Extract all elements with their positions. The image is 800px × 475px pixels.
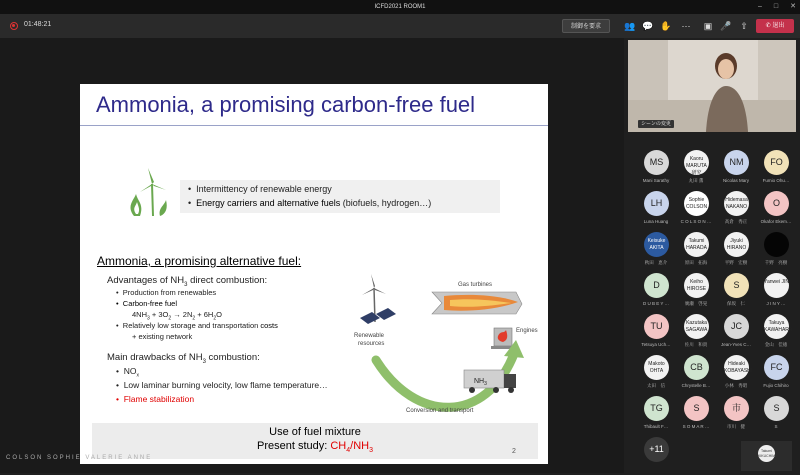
advantage-production: • Production from renewables xyxy=(116,288,217,297)
participant-name: S xyxy=(774,424,778,429)
participant-name: 市川 健 xyxy=(727,424,745,429)
leave-button[interactable]: ✆ 退出 xyxy=(756,19,794,33)
participant-name: Chrystelle B… xyxy=(681,383,711,388)
engine-icon xyxy=(491,328,515,349)
advantage-carbon-free: • Carbon-free fuel xyxy=(116,299,177,308)
participant-avatar: Makoto OHTA xyxy=(644,355,669,380)
participant-tile[interactable] xyxy=(636,148,676,188)
participant-tile[interactable] xyxy=(636,435,676,475)
participant-name: 原田 拓海 xyxy=(684,260,708,265)
participant-avatar: 市 xyxy=(724,396,749,421)
participant-tile[interactable] xyxy=(756,353,796,393)
participant-tile[interactable] xyxy=(716,394,756,434)
advantage-network: + existing network xyxy=(132,332,193,341)
participant-avatar: O xyxy=(764,191,789,216)
participant-tile[interactable] xyxy=(756,189,796,229)
participant-avatar: S xyxy=(684,396,709,421)
participant-name: Fumio Ohu… xyxy=(762,178,790,183)
participant-tile[interactable] xyxy=(676,394,716,434)
more-icon[interactable]: ⋯ xyxy=(681,21,691,31)
participant-name: D U B E Y … xyxy=(642,301,670,306)
participant-name: Luna Huang xyxy=(643,219,669,224)
participant-name: 佐川 和貴 xyxy=(684,342,708,347)
request-control-button[interactable]: 制御を要求 xyxy=(562,19,610,33)
participant-name: 秋田 恵介 xyxy=(644,260,668,265)
window-title: ICFD2021 ROOM1 xyxy=(374,4,426,10)
participant-tile[interactable] xyxy=(756,394,796,434)
participant-name: Thibault F… xyxy=(643,424,669,429)
participant-name: 平野 宏樹 xyxy=(724,260,748,265)
participant-tile[interactable] xyxy=(716,353,756,393)
participant-avatar: Keisuke AKITA xyxy=(644,232,669,257)
camera-icon[interactable]: ▣ xyxy=(703,21,713,31)
slide-page-number: 2 xyxy=(512,448,516,455)
present-study-line: Present study: $CH_4/NH_3$ xyxy=(256,440,374,455)
participant-tile[interactable] xyxy=(636,271,676,311)
participant-name: 太田 信 xyxy=(647,383,665,388)
participant-tile[interactable] xyxy=(716,230,756,270)
leave-label: 退出 xyxy=(772,23,785,29)
mic-icon[interactable]: 🎤 xyxy=(720,21,732,31)
chat-icon[interactable]: 💬 xyxy=(642,21,654,31)
renewable-label: Renewable xyxy=(354,333,385,339)
participant-tile[interactable] xyxy=(756,230,796,270)
people-icon[interactable]: 👥 xyxy=(624,21,636,31)
nh3-label: $NH_3$ xyxy=(474,378,487,387)
gas-turbines-label: Gas turbines xyxy=(458,282,493,288)
participant-name: Tetsuya Uch… xyxy=(641,342,671,347)
participant-avatar: S xyxy=(724,273,749,298)
participant-avatar: +11 xyxy=(644,437,669,462)
reaction-icon[interactable]: ✋ xyxy=(660,21,672,31)
resources-label: resources xyxy=(358,341,385,347)
participant-name: S O M A R … xyxy=(682,424,710,429)
participant-avatar: Kaoru MARUTA 研究 xyxy=(684,150,709,175)
participant-name: 保坂 仁 xyxy=(727,301,745,306)
participant-name: C O L S O N … xyxy=(680,219,712,224)
participant-avatar: Yanwei JIN xyxy=(764,273,789,298)
participant-avatar: FC xyxy=(764,355,789,380)
engines-label: Engines xyxy=(516,328,538,334)
participant-tile[interactable] xyxy=(636,189,676,229)
transport-label: Conversion and transport xyxy=(406,408,474,414)
participant-name: 金山 佳徳 xyxy=(764,342,788,347)
participant-tile[interactable] xyxy=(716,312,756,352)
drawback-nox: • $NO_x$ xyxy=(116,366,139,379)
participant-name: Nicolas Mary xyxy=(722,178,749,183)
participant-name: Okafor Ekem… xyxy=(760,219,792,224)
change-scene-badge[interactable]: シーンの変更 xyxy=(638,120,674,128)
title-divider xyxy=(80,125,548,126)
participant-name: J I N Y … xyxy=(766,301,786,306)
fuel-mixture-line: Use of fuel mixture xyxy=(269,426,361,438)
participant-avatar: Hideaki KOBAYASHI xyxy=(724,355,749,380)
ammonia-equation: $4NH_3 + 3O_2 \to 2N_2 + 6H_2O$ xyxy=(132,310,222,322)
windmill-flame-icon xyxy=(124,166,170,220)
participant-tile[interactable] xyxy=(676,312,716,352)
participant-name: Mani Sarathy xyxy=(642,178,670,183)
participant-avatar: Hidemasa NAKANO xyxy=(724,191,749,216)
meeting-timer: 01:48:21 xyxy=(24,21,52,28)
recording-icon xyxy=(10,22,18,30)
advantages-title: Advantages of $NH_3$ direct combustion: xyxy=(107,275,268,288)
participant-avatar: Keiho HIROSE xyxy=(684,273,709,298)
fuel-mixture-box xyxy=(92,423,538,459)
participant-avatar: Takuya KAWAHARA xyxy=(764,314,789,339)
participants-panel xyxy=(624,38,800,473)
close-icon[interactable]: ✕ xyxy=(790,3,796,10)
participant-avatar: Takumi HARADA xyxy=(684,232,709,257)
participant-name: Fujio Chihiro xyxy=(763,383,789,388)
participant-tile[interactable] xyxy=(756,271,796,311)
gas-turbine-icon xyxy=(432,292,522,314)
participant-tile[interactable] xyxy=(716,271,756,311)
participant-avatar: Jiyuki HIRANO xyxy=(724,232,749,257)
participant-tile[interactable] xyxy=(676,353,716,393)
participant-avatar: MS xyxy=(644,150,669,175)
participant-avatar: LH xyxy=(644,191,669,216)
participant-tile[interactable] xyxy=(756,148,796,188)
participant-avatar xyxy=(764,232,789,257)
participant-tile[interactable] xyxy=(756,312,796,352)
drawbacks-title: Main drawbacks of $NH_3$ combustion: xyxy=(107,352,260,365)
participant-avatar: TG xyxy=(644,396,669,421)
participant-tile[interactable] xyxy=(636,312,676,352)
participant-avatar: JC xyxy=(724,314,749,339)
intro-bullet-box xyxy=(180,180,500,213)
participant-name: 高倉 秀正 xyxy=(724,219,748,224)
bullet-energy-carriers: • Energy carriers and alternative fuels (biofuels, hydrogen…) xyxy=(188,198,432,208)
participant-tile[interactable] xyxy=(716,189,756,229)
minimize-icon[interactable]: – xyxy=(757,3,762,10)
participant-avatar: D xyxy=(644,273,669,298)
participant-avatar: TU xyxy=(644,314,669,339)
participant-tile[interactable] xyxy=(636,353,676,393)
presentation-slide xyxy=(80,84,548,464)
bullet-intermittency: • Intermittency of renewable energy xyxy=(188,184,332,194)
participant-name: 千野 亮樹 xyxy=(764,260,788,265)
participant-avatar: NM xyxy=(724,150,749,175)
maximize-icon[interactable]: □ xyxy=(773,3,779,10)
solar-panel-icon xyxy=(360,308,396,324)
drawback-flame-stabilization: • Flame stabilization xyxy=(116,394,195,404)
section-title: Ammonia, a promising alternative fuel: xyxy=(97,254,302,268)
participant-tile[interactable] xyxy=(676,189,716,229)
advantage-costs: • Relatively low storage and transportation costs xyxy=(116,321,278,330)
slide-title: Ammonia, a promising carbon-free fuel xyxy=(96,92,476,117)
presenter-name: COLSON SOPHIE VALERIE ANNE xyxy=(6,455,153,461)
participant-name: 丸田 薫 xyxy=(688,178,704,183)
participant-tile[interactable] xyxy=(636,230,676,270)
participant-avatar: S xyxy=(764,396,789,421)
ammonia-cycle-diagram xyxy=(346,274,546,424)
self-avatar: Takumi KIKUCHIMA xyxy=(758,445,775,462)
share-icon[interactable]: ⇧ xyxy=(740,21,748,31)
participant-avatar: Kazutaka SAGAWA xyxy=(684,314,709,339)
speaker-video-image xyxy=(628,40,796,132)
participant-avatar: FO xyxy=(764,150,789,175)
title-bar xyxy=(0,0,800,14)
participant-name: 小林 秀昭 xyxy=(724,383,748,388)
drawback-burning-velocity: • Low laminar burning velocity, low flame temperature… xyxy=(116,380,328,390)
participant-tile[interactable] xyxy=(676,271,716,311)
participant-tile[interactable] xyxy=(676,148,716,188)
participant-tile[interactable] xyxy=(636,394,676,434)
participant-name: Jean-Yves C… xyxy=(720,342,751,347)
participant-avatar: Sophie COLSON xyxy=(684,191,709,216)
window-controls xyxy=(758,0,796,14)
shared-screen-stage xyxy=(0,38,624,473)
participant-tile[interactable] xyxy=(716,148,756,188)
participant-tile[interactable] xyxy=(676,230,716,270)
meeting-toolbar xyxy=(0,14,800,38)
participant-avatar: CB xyxy=(684,355,709,380)
speaker-video[interactable] xyxy=(628,40,796,132)
self-view-tile[interactable] xyxy=(741,441,792,471)
participant-name: 廣瀬 啓晃 xyxy=(684,301,708,306)
